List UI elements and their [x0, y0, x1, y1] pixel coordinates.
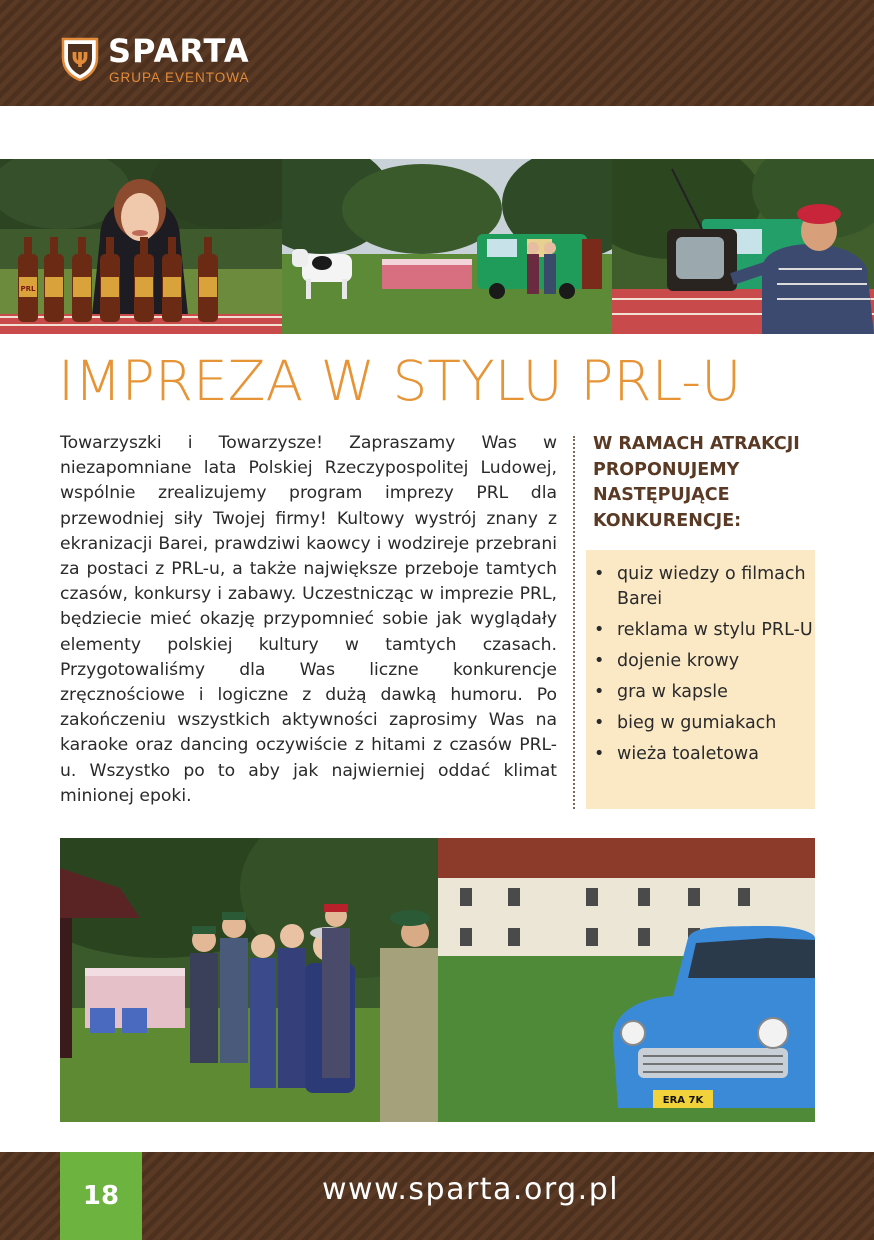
license-plate: ERA 7K	[662, 1095, 704, 1106]
list-item: • gra w kapsle	[594, 680, 815, 705]
list-item: • dojenie krowy	[594, 649, 815, 674]
brand-logo[interactable]	[60, 32, 280, 88]
website-link[interactable]: www.sparta.org.pl	[322, 1172, 620, 1207]
photo-man-with-tv	[612, 159, 874, 334]
competitions-box	[586, 550, 815, 809]
bottle-label: PRL	[20, 285, 36, 293]
photo-blue-car	[438, 838, 815, 1122]
brand-subtitle: GRUPA EVENTOWA	[109, 70, 250, 85]
page-header	[0, 0, 874, 106]
aside-heading: W RAMACH ATRAKCJI PROPONUJEMY NASTĘPUJĄCE KONKURENCJE:	[593, 434, 800, 531]
bottom-photo-row	[60, 838, 815, 1122]
column-divider	[573, 436, 575, 809]
page-number: 18	[60, 1152, 142, 1240]
brand-name: SPARTA	[108, 32, 250, 70]
list-item: • bieg w gumiakach	[594, 711, 815, 736]
list-item: • wieża toaletowa	[594, 742, 815, 767]
list-item: • reklama w stylu PRL-U	[594, 618, 815, 643]
photo-woman-with-beer	[0, 159, 282, 334]
list-item: • quiz wiedzy o filmach Barei	[594, 562, 815, 612]
competitions-list	[594, 562, 815, 767]
body-paragraph: Towarzyszki i Towarzysze! Zapraszamy Was w niezapomniane lata Polskiej Rzeczypospolitej Ludowej, wspólnie zrealizujemy program imprezy PRL dla przewodniej siły Twojej firmy! Kultowy wystrój znany z ekranizacji Barei, prawdziwi kaowcy i wodzireje przebrani za postaci z PRL-u, a także największe przeboje tamtych czasów, konkursy i zabawy. Uczestnicząc w imprezie PRL, będziecie mieć okazję przypomnieć sobie jak wyglądały elementy polskiej kultury w tamtych czasach. Przygotowaliśmy dla Was liczne konkurencje zręcznościowe i logiczne z dużą dawką humoru. Po zakończeniu wszystkich aktywności zaprosimy Was na karaoke oraz dancing oczywiście z hitami z czasów PRL-u. Wszystko po to aby jak najwierniej oddać klimat minionej epoki.	[60, 433, 557, 806]
shield-letter: Ψ	[71, 48, 89, 72]
photo-costumed-group	[60, 838, 438, 1122]
page-title: IMPREZA W STYLU PRL-U	[58, 349, 742, 413]
page-footer	[0, 1152, 874, 1240]
photo-cow-and-van	[282, 159, 612, 334]
shield-icon	[60, 36, 100, 82]
top-photo-strip	[0, 159, 874, 334]
